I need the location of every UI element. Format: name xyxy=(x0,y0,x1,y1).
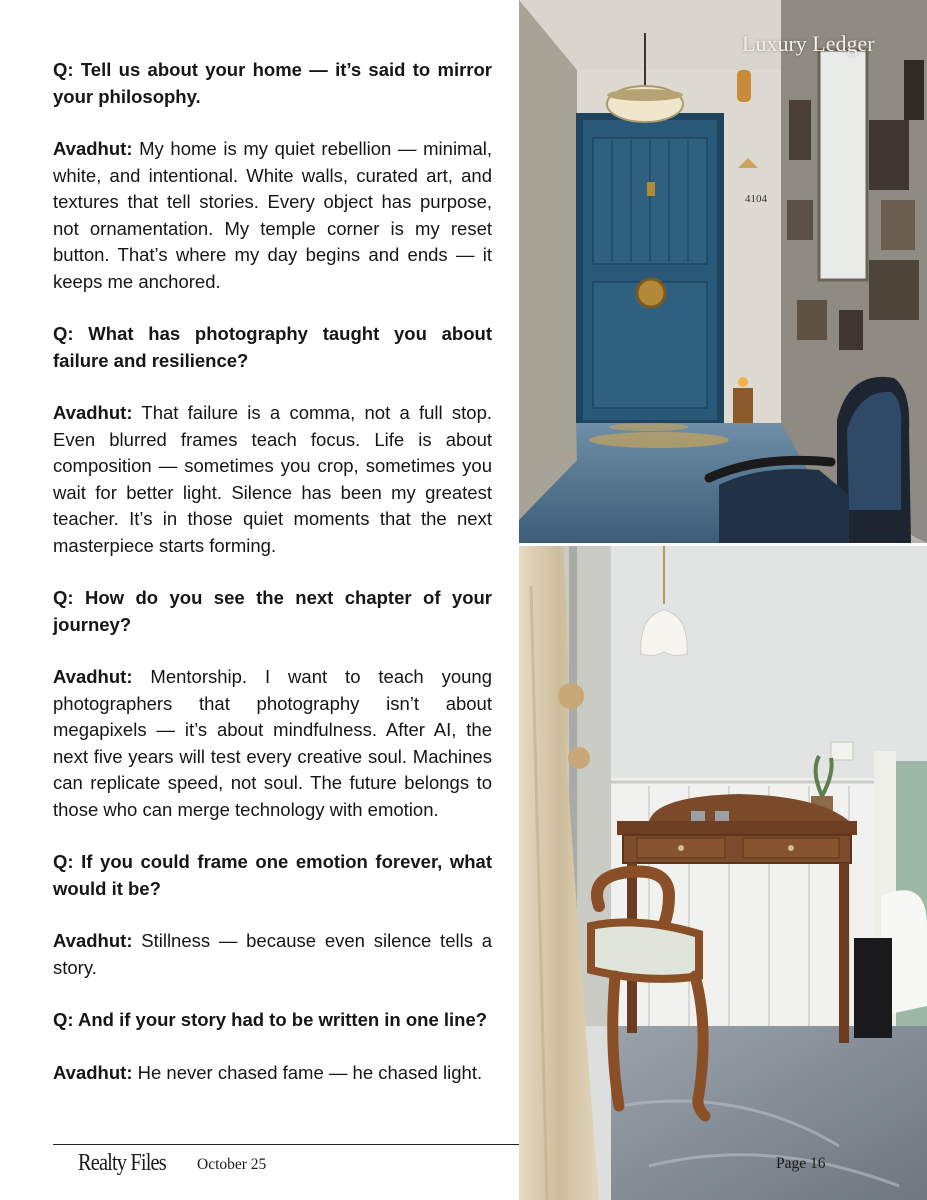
desk-photo xyxy=(519,546,927,1200)
speaker-label: Avadhut: xyxy=(53,666,133,687)
article-body xyxy=(53,57,492,1112)
answer-2 xyxy=(53,400,492,559)
footer-divider xyxy=(53,1144,519,1145)
footer-brand: Realty Files xyxy=(78,1150,166,1176)
masthead: Luxury Ledger xyxy=(742,31,875,56)
answer-5 xyxy=(53,1060,492,1087)
question-2: Q: What has photography taught you about failure and resilience? xyxy=(53,323,492,371)
answer-text: Mentorship. I want to teach young photographers that photography isn’t about megapixels — it’s about mindfulness. After AI, the next five years will test every creative soul. Machines can replicate speed, not soul. The future belongs to those who can merge technology with emotion. xyxy=(53,666,492,820)
question-5: Q: And if your story had to be written in one line? xyxy=(53,1009,488,1030)
answer-text: Stillness — because even silence tells a story. xyxy=(53,930,492,978)
page-number: Page 16 xyxy=(776,1155,826,1172)
speaker-label: Avadhut: xyxy=(53,930,133,951)
question-3: Q: How do you see the next chapter of your journey? xyxy=(53,587,492,635)
speaker-label: Avadhut: xyxy=(53,138,133,159)
answer-4 xyxy=(53,928,492,981)
answer-text: That failure is a comma, not a full stop. Even blurred frames teach focus. Life is about composition — sometimes you crop, sometimes you wait for better light. Silence has been my greatest teacher. It’s in those quiet moments that the next masterpiece starts forming. xyxy=(53,402,492,556)
footer-date: October 25 xyxy=(197,1156,267,1173)
answer-text: He never chased fame — he chased light. xyxy=(132,1061,483,1083)
answer-3 xyxy=(53,664,492,823)
question-4: Q: If you could frame one emotion forever, what would it be? xyxy=(53,851,492,899)
answer-text: My home is my quiet rebellion — minimal, white, and intentional. White walls, curated art, and textures that tell stories. Every object has purpose, not ornamentation. My temple corner is my reset button. That’s where my day begins and ends — it keeps me anchored. xyxy=(53,138,492,292)
speaker-label: Avadhut: xyxy=(53,1061,133,1083)
door-number: 4104 xyxy=(745,193,767,205)
question-1: Q: Tell us about your home — it’s said to mirror your philosophy. xyxy=(53,59,492,107)
hallway-photo xyxy=(519,0,927,543)
answer-1 xyxy=(53,136,492,295)
speaker-label: Avadhut: xyxy=(53,402,133,423)
